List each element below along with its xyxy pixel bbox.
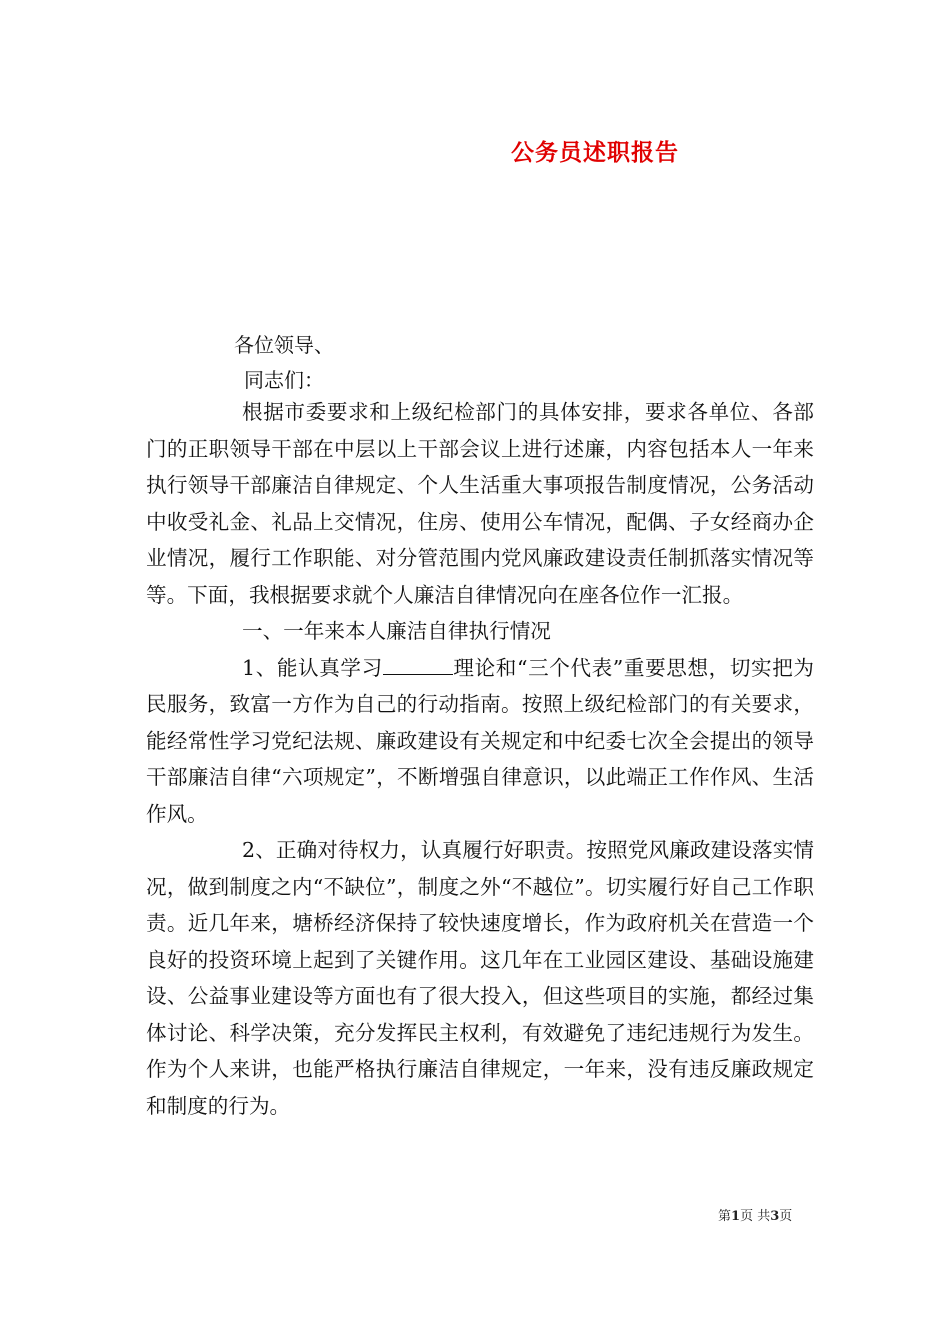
item-1-lead: 1、能认真学习 bbox=[242, 655, 383, 680]
item-1-rest: 理论和“三个代表”重要思想，切实把为民服务，致富一方作为自己的行动指南。按照上级纪检部门的有关要求，能经常性学习党纪法规、廉政建设有关规定和中纪委七次全会提出的领导干部廉洁自律“六项规定”，不断增强自律意识，以此端正工作作风、生活作风。 bbox=[146, 655, 814, 826]
footer-page-number: 1 bbox=[731, 1209, 741, 1224]
page-footer bbox=[718, 1205, 792, 1224]
fill-in-blank bbox=[383, 673, 453, 675]
footer-prefix: 第 bbox=[718, 1209, 732, 1224]
document-title: 公务员述职报告 bbox=[511, 139, 679, 166]
salutation-leaders: 各位领导、 bbox=[234, 333, 334, 357]
salutation-comrades: 同志们： bbox=[244, 368, 324, 392]
paragraph-item-1 bbox=[146, 650, 814, 833]
footer-total-pages: 3 bbox=[770, 1209, 780, 1224]
paragraph-intro: 根据市委要求和上级纪检部门的具体安排，要求各单位、各部门的正职领导干部在中层以上干部会议上进行述廉，内容包括本人一年来执行领导干部廉洁自律规定、个人生活重大事项报告制度情况，公务活动中收受礼金、礼品上交情况，住房、使用公车情况，配偶、子女经商办企业情况，履行工作职能、对分管范围内党风廉政建设责任制抓落实情况等等。下面，我根据要求就个人廉洁自律情况向在座各位作一汇报。 bbox=[146, 400, 814, 607]
paragraph-item-2: 2、正确对待权力，认真履行好职责。按照党风廉政建设落实情况，做到制度之内“不缺位”，制度之外“不越位”。切实履行好自己工作职责。近几年来，塘桥经济保持了较快速度增长，作为政府机关在营造一个良好的投资环境上起到了关键作用。这几年在工业园区建设、基础设施建设、公益事业建设等方面也有了很大投入，但这些项目的实施，都经过集体讨论、科学决策，充分发挥民主权利，有效避免了违纪违规行为发生。作为个人来讲，也能严格执行廉洁自律规定，一年来，没有违反廉政规定和制度的行为。 bbox=[146, 838, 814, 1118]
document-body bbox=[146, 394, 814, 1124]
footer-suffix: 页 bbox=[779, 1209, 793, 1224]
footer-middle: 页 共 bbox=[740, 1209, 771, 1224]
section-heading: 一、一年来本人廉洁自律执行情况 bbox=[242, 619, 551, 643]
